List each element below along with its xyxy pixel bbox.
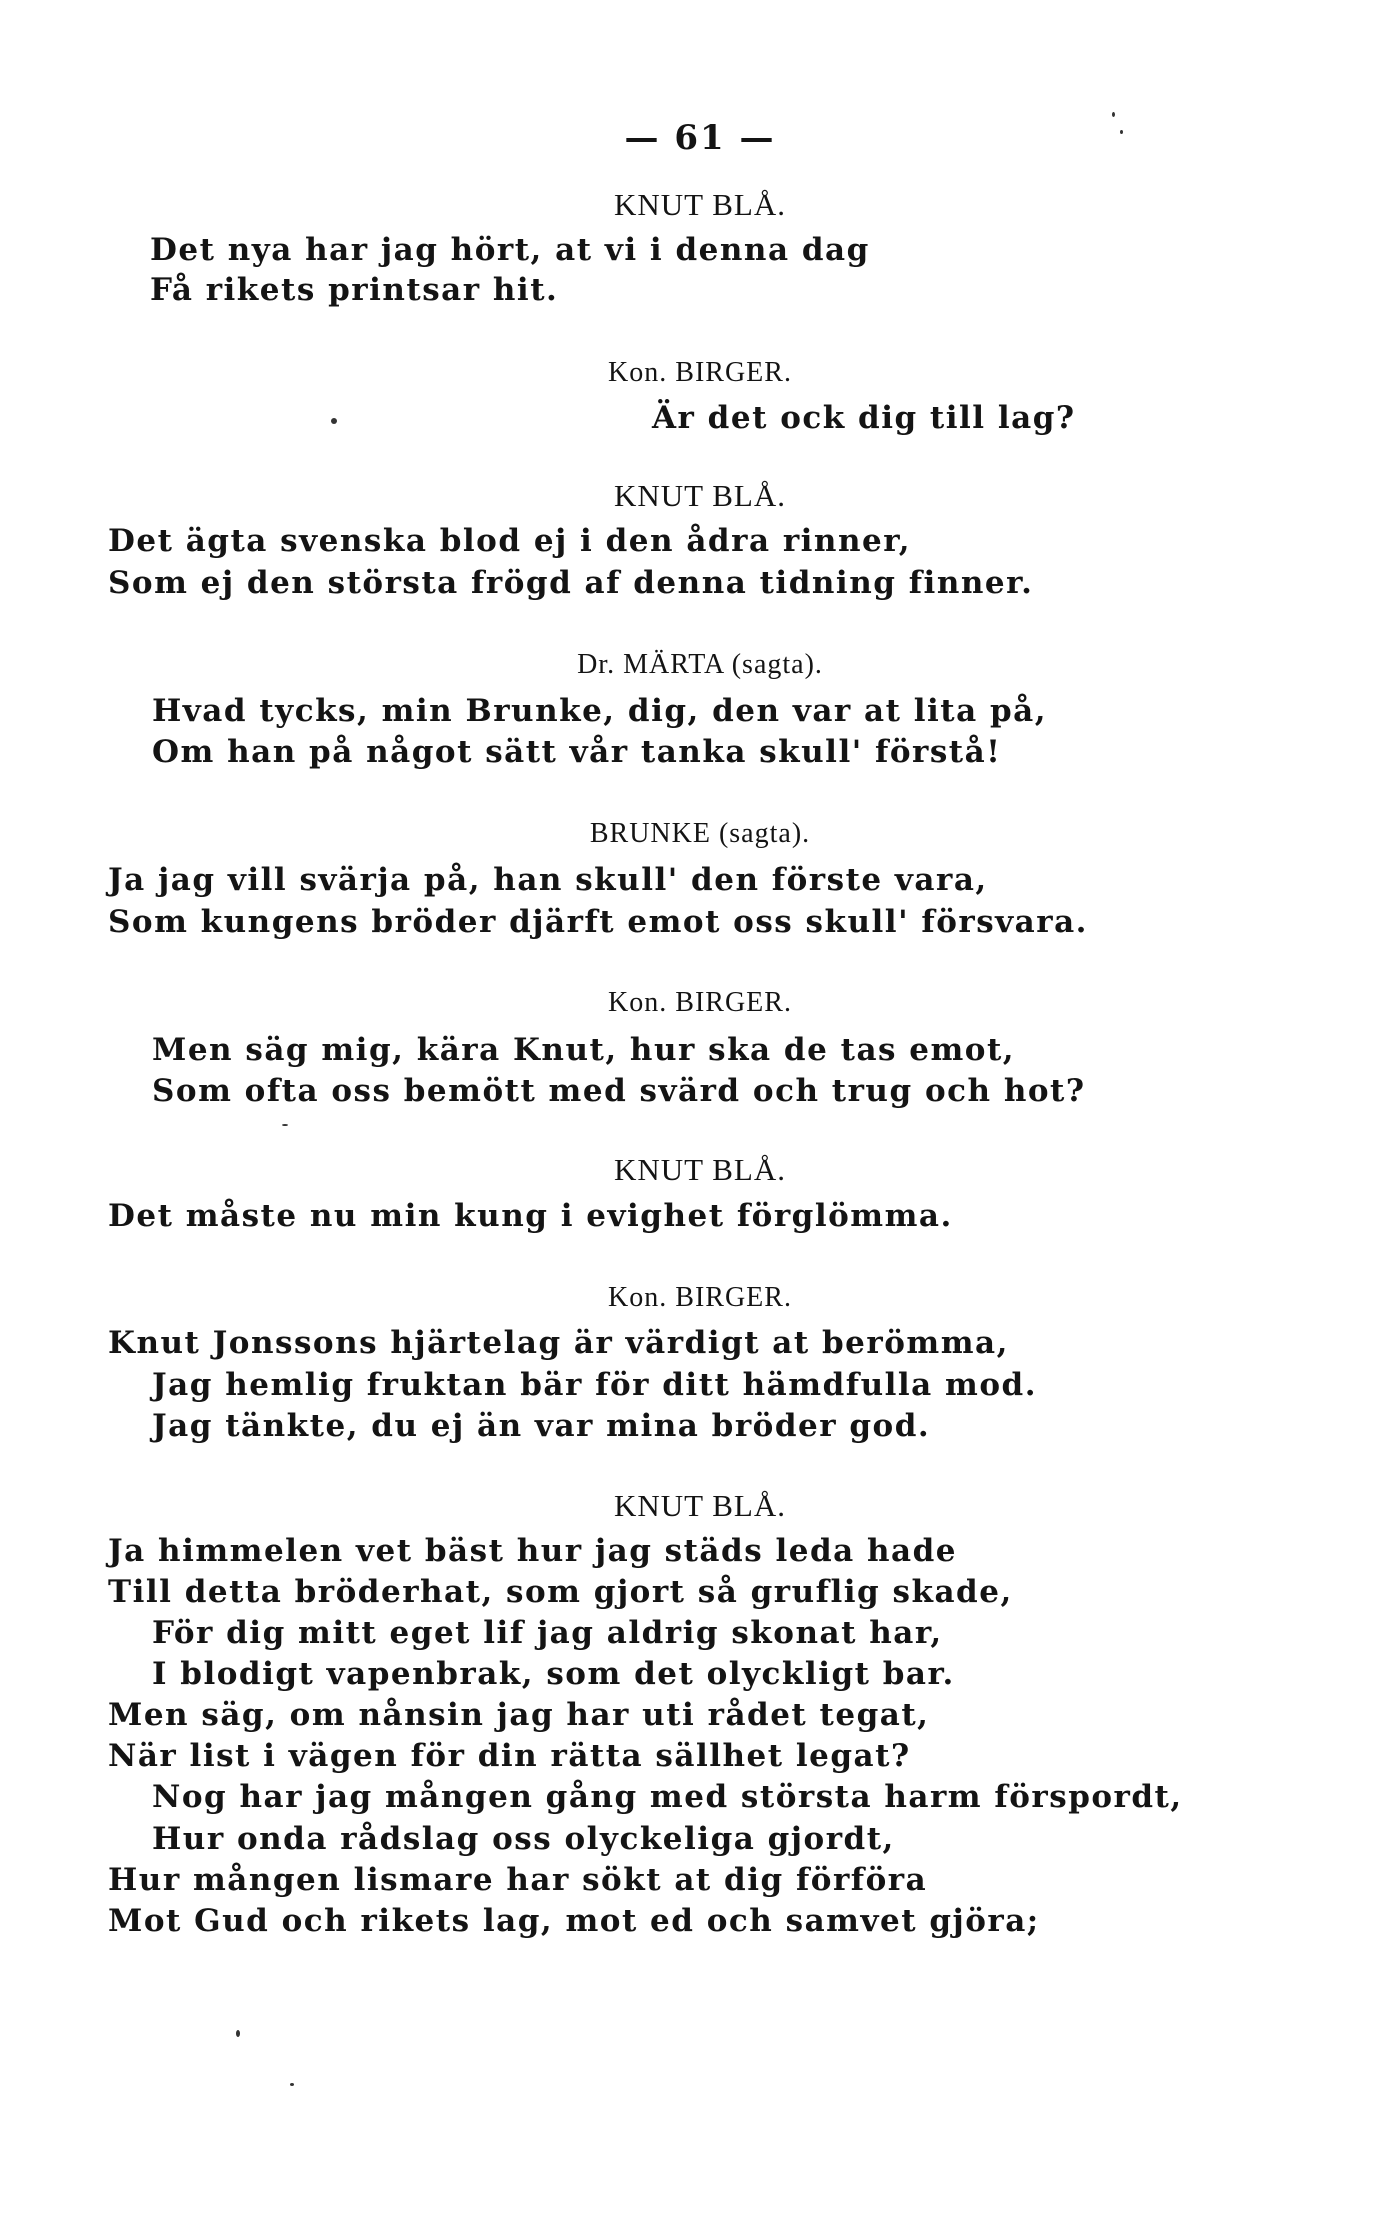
print-speck	[331, 418, 337, 424]
verse-line: Men säg mig, kära Knut, hur ska de tas emot,	[152, 1032, 1016, 1068]
verse-line: Hur mången lismare har sökt at dig förföra	[108, 1862, 928, 1898]
verse-line: Men säg, om nånsin jag har uti rådet tegat,	[108, 1697, 930, 1733]
verse-line: Knut Jonssons hjärtelag är värdigt at berömma,	[108, 1325, 1009, 1361]
speaker-name: KNUT BLÅ.	[613, 187, 787, 222]
verse-line: Få rikets printsar hit.	[150, 272, 559, 308]
verse-line: Till detta bröderhat, som gjort så gruflig skade,	[108, 1574, 1013, 1610]
speaker-name: KNUT BLÅ.	[613, 478, 787, 513]
speaker-name: Kon. BIRGER.	[608, 1282, 792, 1313]
verse-line: Mot Gud och rikets lag, mot ed och samvet gjöra;	[108, 1903, 1040, 1939]
verse-line: Som kungens bröder djärft emot oss skull' försvara.	[108, 904, 1088, 940]
verse-line: Ja himmelen vet bäst hur jag städs leda hade	[108, 1533, 958, 1569]
verse-line: I blodigt vapenbrak, som det olyckligt bar.	[152, 1656, 955, 1692]
verse-line: Jag tänkte, du ej än var mina bröder god.	[152, 1408, 931, 1444]
verse-line: Hvad tycks, min Brunke, dig, den var at lita på,	[152, 693, 1048, 729]
print-speck	[1120, 130, 1123, 134]
verse-line: Jag hemlig fruktan bär för ditt hämdfulla mod.	[152, 1367, 1037, 1403]
speaker-name: Kon. BIRGER.	[608, 357, 792, 388]
verse-line: Är det ock dig till lag?	[652, 400, 1076, 436]
speaker-name: KNUT BLÅ.	[613, 1152, 787, 1187]
verse-line: Som ofta oss bemött med svärd och trug och hot?	[152, 1073, 1086, 1109]
speaker-name: BRUNKE (sagta).	[589, 818, 811, 849]
verse-line: Nog har jag mången gång med största harm förspordt,	[152, 1779, 1183, 1815]
verse-line: Det nya har jag hört, at vi i denna dag	[150, 232, 870, 268]
verse-line: Som ej den största frögd af denna tidning finner.	[108, 565, 1034, 601]
verse-line: Det måste nu min kung i evighet förglömma.	[108, 1198, 953, 1234]
print-speck	[1112, 112, 1115, 117]
page-number: — 61 —	[624, 118, 776, 158]
speaker-name: Dr. MÄRTA (sagta).	[577, 649, 823, 680]
speaker-name: Kon. BIRGER.	[608, 987, 792, 1018]
verse-line: Det ägta svenska blod ej i den ådra rinner,	[108, 523, 912, 559]
speaker-name: KNUT BLÅ.	[613, 1488, 787, 1523]
verse-line: Om han på något sätt vår tanka skull' förstå!	[152, 734, 1002, 770]
print-speck	[290, 2083, 294, 2086]
verse-line: För dig mitt eget lif jag aldrig skonat har,	[152, 1615, 943, 1651]
print-speck	[236, 2030, 240, 2037]
verse-line: Ja jag vill svärja på, han skull' den förste vara,	[108, 862, 988, 898]
verse-line: Hur onda rådslag oss olyckeliga gjordt,	[152, 1821, 895, 1857]
print-speck	[282, 1124, 288, 1126]
verse-line: När list i vägen för din rätta sällhet legat?	[108, 1738, 911, 1774]
